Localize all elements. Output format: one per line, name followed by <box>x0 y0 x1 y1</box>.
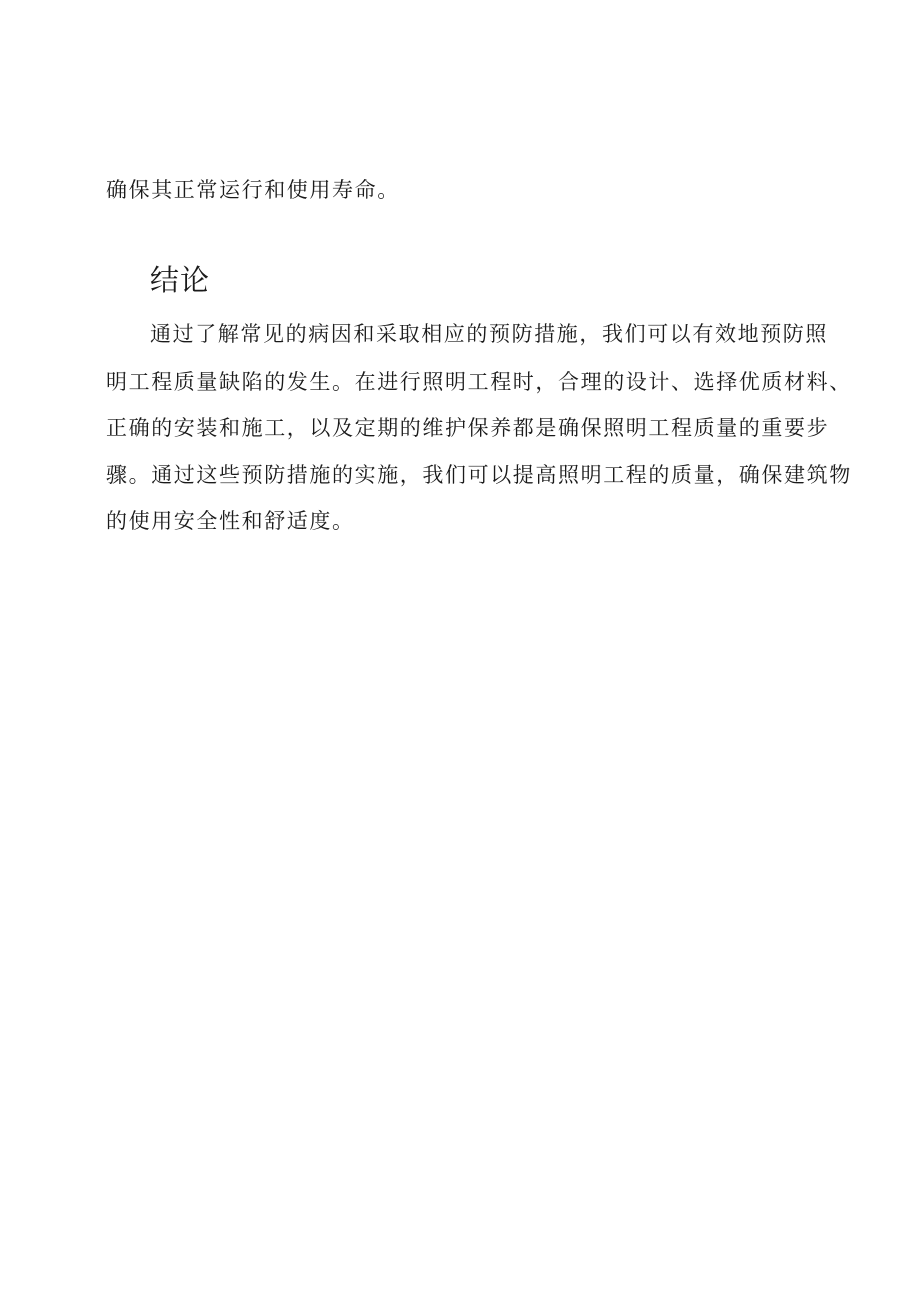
paragraph-line: 的使用安全性和舒适度。 <box>106 509 355 533</box>
paragraph-line: 骤。通过这些预防措施的实施，我们可以提高照明工程的质量，确保建筑物 <box>106 463 852 487</box>
paragraph-line: 通过了解常见的病因和采取相应的预防措施，我们可以有效地预防照 <box>150 322 828 346</box>
conclusion-heading: 结论 <box>150 263 211 297</box>
paragraph-line: 明工程质量缺陷的发生。在进行照明工程时，合理的设计、选择优质材料、 <box>106 370 852 394</box>
carryover-text-line: 确保其正常运行和使用寿命。 <box>106 178 400 202</box>
paragraph-line: 正确的安装和施工，以及定期的维护保养都是确保照明工程质量的重要步 <box>106 416 830 440</box>
